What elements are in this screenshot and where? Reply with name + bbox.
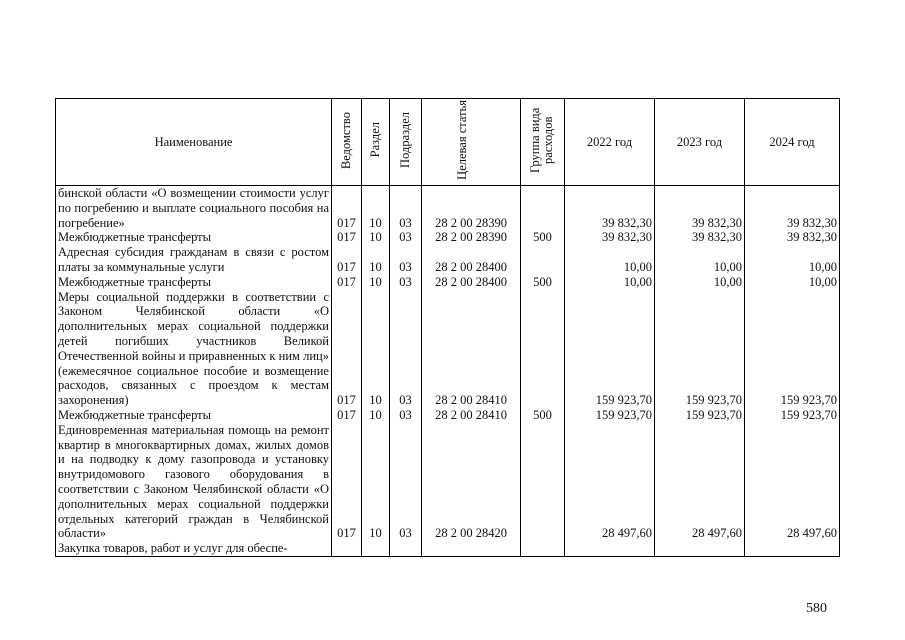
cell-tselevaya-statya: 28 2 00 28410	[422, 290, 521, 408]
cell-tselevaya-statya: 28 2 00 28400	[422, 245, 521, 275]
cell-2023: 28 497,60	[655, 423, 745, 541]
cell-vedomstvo: 017	[332, 290, 362, 408]
cell-2024: 10,00	[745, 245, 840, 275]
table-row	[56, 275, 840, 290]
cell-2022: 39 832,30	[565, 186, 655, 231]
cell-razdel: 10	[362, 245, 390, 275]
cell-name: бинской области «О возмещении стоимости услуг по погребению и выплате социального пособия на погребение»	[56, 186, 332, 231]
budget-table	[55, 98, 840, 557]
cell-gruppa-vida-raskhodov	[521, 541, 565, 556]
cell-razdel: 10	[362, 275, 390, 290]
cell-podrazdel: 03	[390, 290, 422, 408]
header-2022: 2022 год	[565, 99, 655, 186]
header-2024: 2024 год	[745, 99, 840, 186]
page-number: 580	[806, 601, 827, 616]
cell-podrazdel: 03	[390, 408, 422, 423]
cell-2022: 159 923,70	[565, 408, 655, 423]
cell-name: Меры социальной поддержки в соответствии с Законом Челябинской области «О дополнительных мерах социальной поддержки детей погибших участников Великой Отечественной войны и приравненных к ним лиц» (ежемесячное социальное пособие и возмещение расходов, связанных с проездом к местам захоронения)	[56, 290, 332, 408]
cell-2023: 39 832,30	[655, 230, 745, 245]
cell-2024: 159 923,70	[745, 290, 840, 408]
cell-gruppa-vida-raskhodov	[521, 245, 565, 275]
cell-2024: 28 497,60	[745, 423, 840, 541]
table-row	[56, 541, 840, 556]
cell-2024: 10,00	[745, 275, 840, 290]
table-header-row	[56, 99, 840, 186]
cell-podrazdel: 03	[390, 186, 422, 231]
cell-podrazdel: 03	[390, 275, 422, 290]
cell-vedomstvo	[332, 541, 362, 556]
cell-tselevaya-statya: 28 2 00 28420	[422, 423, 521, 541]
cell-razdel: 10	[362, 230, 390, 245]
table-row	[56, 186, 840, 231]
cell-vedomstvo: 017	[332, 408, 362, 423]
cell-tselevaya-statya: 28 2 00 28410	[422, 408, 521, 423]
table-row	[56, 408, 840, 423]
cell-2023: 39 832,30	[655, 186, 745, 231]
cell-2022	[565, 541, 655, 556]
cell-2024: 39 832,30	[745, 186, 840, 231]
cell-tselevaya-statya: 28 2 00 28390	[422, 230, 521, 245]
cell-tselevaya-statya	[422, 541, 521, 556]
cell-vedomstvo: 017	[332, 230, 362, 245]
cell-2024: 39 832,30	[745, 230, 840, 245]
header-2023: 2023 год	[655, 99, 745, 186]
cell-2022: 159 923,70	[565, 290, 655, 408]
header-vedomstvo: Ведомство	[332, 99, 362, 186]
cell-razdel: 10	[362, 423, 390, 541]
cell-vedomstvo: 017	[332, 186, 362, 231]
cell-2024	[745, 541, 840, 556]
cell-vedomstvo: 017	[332, 245, 362, 275]
cell-2023: 10,00	[655, 275, 745, 290]
cell-gruppa-vida-raskhodov: 500	[521, 275, 565, 290]
cell-vedomstvo: 017	[332, 275, 362, 290]
cell-2022: 39 832,30	[565, 230, 655, 245]
table-row	[56, 423, 840, 541]
cell-razdel: 10	[362, 290, 390, 408]
cell-2022: 10,00	[565, 275, 655, 290]
cell-gruppa-vida-raskhodov: 500	[521, 230, 565, 245]
cell-gruppa-vida-raskhodov	[521, 186, 565, 231]
cell-2022: 10,00	[565, 245, 655, 275]
header-name: Наименование	[56, 99, 332, 186]
cell-podrazdel: 03	[390, 230, 422, 245]
cell-2023	[655, 541, 745, 556]
table-row	[56, 230, 840, 245]
cell-tselevaya-statya: 28 2 00 28400	[422, 275, 521, 290]
cell-gruppa-vida-raskhodov	[521, 423, 565, 541]
cell-2022: 28 497,60	[565, 423, 655, 541]
cell-razdel: 10	[362, 408, 390, 423]
cell-2024: 159 923,70	[745, 408, 840, 423]
cell-gruppa-vida-raskhodov: 500	[521, 408, 565, 423]
cell-podrazdel: 03	[390, 245, 422, 275]
cell-podrazdel: 03	[390, 423, 422, 541]
header-tselevaya-statya: Целевая статья	[422, 99, 521, 186]
cell-podrazdel	[390, 541, 422, 556]
cell-name: Межбюджетные трансферты	[56, 275, 332, 290]
cell-razdel	[362, 541, 390, 556]
cell-name: Закупка товаров, работ и услуг для обеспе-	[56, 541, 332, 556]
cell-razdel: 10	[362, 186, 390, 231]
cell-vedomstvo: 017	[332, 423, 362, 541]
header-razdel: Раздел	[362, 99, 390, 186]
cell-gruppa-vida-raskhodov	[521, 290, 565, 408]
cell-2023: 10,00	[655, 245, 745, 275]
header-podrazdel: Подраздел	[390, 99, 422, 186]
cell-2023: 159 923,70	[655, 408, 745, 423]
table-row	[56, 245, 840, 275]
header-gruppa-vida-raskhodov: Группа вида расходов	[521, 99, 565, 186]
cell-name: Единовременная материальная помощь на ремонт квартир в многоквартирных домах, жилых домов и на подводку к дому газопровода и установку внутридомового газового оборудования в соответствии с Законом Челябинской области «О дополнительных мерах социальной поддержки отдельных категорий граждан в Челябинской области»	[56, 423, 332, 541]
cell-name: Межбюджетные трансферты	[56, 230, 332, 245]
cell-name: Адресная субсидия гражданам в связи с ростом платы за коммунальные услуги	[56, 245, 332, 275]
cell-name: Межбюджетные трансферты	[56, 408, 332, 423]
table-row	[56, 290, 840, 408]
cell-2023: 159 923,70	[655, 290, 745, 408]
cell-tselevaya-statya: 28 2 00 28390	[422, 186, 521, 231]
